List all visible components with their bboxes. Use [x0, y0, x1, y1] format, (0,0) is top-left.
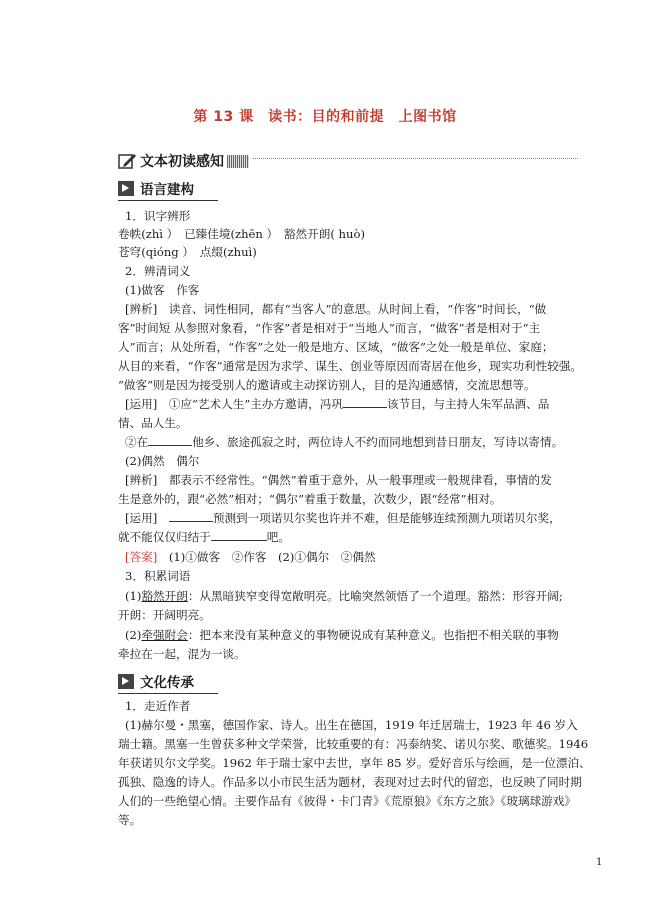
text-line: (2)偶然 偶尔	[125, 454, 200, 468]
pencil-note-icon	[118, 152, 138, 170]
banner-label: 文本初读感知	[140, 154, 224, 170]
answer-line: [答案] (1)①做客 ②作客 (2)①偶尔 ②偶然	[125, 550, 376, 564]
text-line: 孤独、隐逸的诗人。作品多以小市民生活为题材，表现对过去时代的留恋，也反映了同时期	[118, 775, 582, 789]
text-line: 卷帙(zhì ） 已臻佳境(zhēn ） 豁然开朗( huò)	[118, 227, 365, 241]
text-line: 就不能仅仅归结于 吧。	[118, 530, 290, 544]
text-line: 2．辨清词义	[125, 264, 191, 278]
text-line: [辨析] 都表示不经常性。“偶然”着重于意外，从一般事理或一般规律看，事情的发	[125, 473, 552, 487]
text-line: [辨析] 读音、词性相同，都有“当客人”的意思。从时间上看，“作客”时间长，“做	[125, 302, 547, 316]
section-heading-culture: 文化传承	[118, 671, 194, 691]
text-line: 生是意外的，跟“必然”相对；“偶尔”着重于数量，次数少，跟“经常”相对。	[118, 492, 502, 506]
text-line: 苍穹(qióng ） 点缀(zhuì)	[118, 245, 257, 259]
section-banner	[118, 150, 580, 172]
text-line: 1．识字辨形	[125, 209, 191, 223]
text-line: (2)牵强附会：把本来没有某种意义的事物硬说成有某种意义。也指把不相关联的事物	[125, 628, 559, 642]
text-line: 客”时间短 从参照对象看，“作客”者是相对于“当地人”而言，“做客”者是相对于“主	[118, 321, 541, 335]
text-line: 1．走近作者	[125, 699, 191, 713]
text-line: 人”而言；从处所看，“作客”之处一般是地方、区域，“做客”之处一般是单位、家庭；	[118, 340, 554, 354]
text-line: (1)豁然开朗：从黑暗狭窄变得宽敞明亮。比喻突然领悟了一个道理。豁然：形容开阔;	[125, 589, 563, 603]
text-line: [运用] 预测到一项诺贝尔奖也许并不难，但是能够连续预测九项诺贝尔奖，	[125, 511, 561, 525]
text-line: “做客”则是因为接受别人的邀请或主动探访别人，目的是沟通感情，交流思想等。	[118, 378, 536, 392]
fill-blank	[211, 530, 267, 541]
fill-blank	[169, 511, 213, 522]
text-line: (1)赫尔曼・黑塞，德国作家、诗人。出生在德国，1919 年迁居瑞士，1923 年 46 岁入	[125, 718, 578, 732]
text-line: 人们的一些绝望心情。主要作品有《彼得・卡门青》《荒原狼》《东方之旅》《玻璃球游戏》	[118, 794, 576, 808]
section-underline	[118, 200, 218, 201]
vocab-term: 牵强附会	[141, 628, 188, 642]
vocab-term: 豁然开朗	[141, 589, 188, 603]
text-line: 等。	[118, 813, 142, 827]
text-line: [运用] ①应“艺术人生”主办方邀请，冯巩 该节目，与主持人朱军品酒、品	[125, 397, 550, 411]
section-underline	[118, 693, 218, 694]
text-line: 年获诺贝尔文学奖。1962 年于瑞士家中去世，享年 85 岁。爱好音乐与绘画，是一位漂泊、	[118, 756, 591, 770]
arrow-icon	[118, 181, 134, 196]
text-line: 情、品人生。	[118, 416, 188, 430]
text-line: (1)做客 作客	[125, 283, 200, 297]
banner-shade-decoration	[227, 155, 249, 168]
section-heading-language: 语言建构	[118, 178, 194, 198]
arrow-icon	[118, 674, 134, 689]
text-line: 瑞士籍。黑塞一生曾获多种文学荣誉，比较重要的有：冯泰纳奖、诺贝尔奖、歌德奖。1946	[118, 737, 589, 751]
text-line: 开朗：开阔明亮。	[118, 608, 211, 622]
answer-tag: [答案]	[125, 550, 158, 564]
text-line: ②在 他乡、旅途孤寂之时，两位诗人不约而同地想到昔日朋友，写诗以寄情。	[125, 435, 564, 449]
lesson-title: 第 13 课 读书：目的和前提 上图书馆	[193, 109, 457, 125]
fill-blank	[148, 435, 192, 446]
text-line: 从目的来看，“作客”通常是因为求学、谋生、创业等原因而寄居在他乡，现实功利性较强。	[118, 359, 583, 373]
text-line: 3．积累词语	[125, 569, 191, 583]
text-line: 牵拉在一起，混为一谈。	[118, 647, 246, 661]
page-number: 1	[596, 857, 603, 868]
fill-blank	[343, 397, 387, 408]
